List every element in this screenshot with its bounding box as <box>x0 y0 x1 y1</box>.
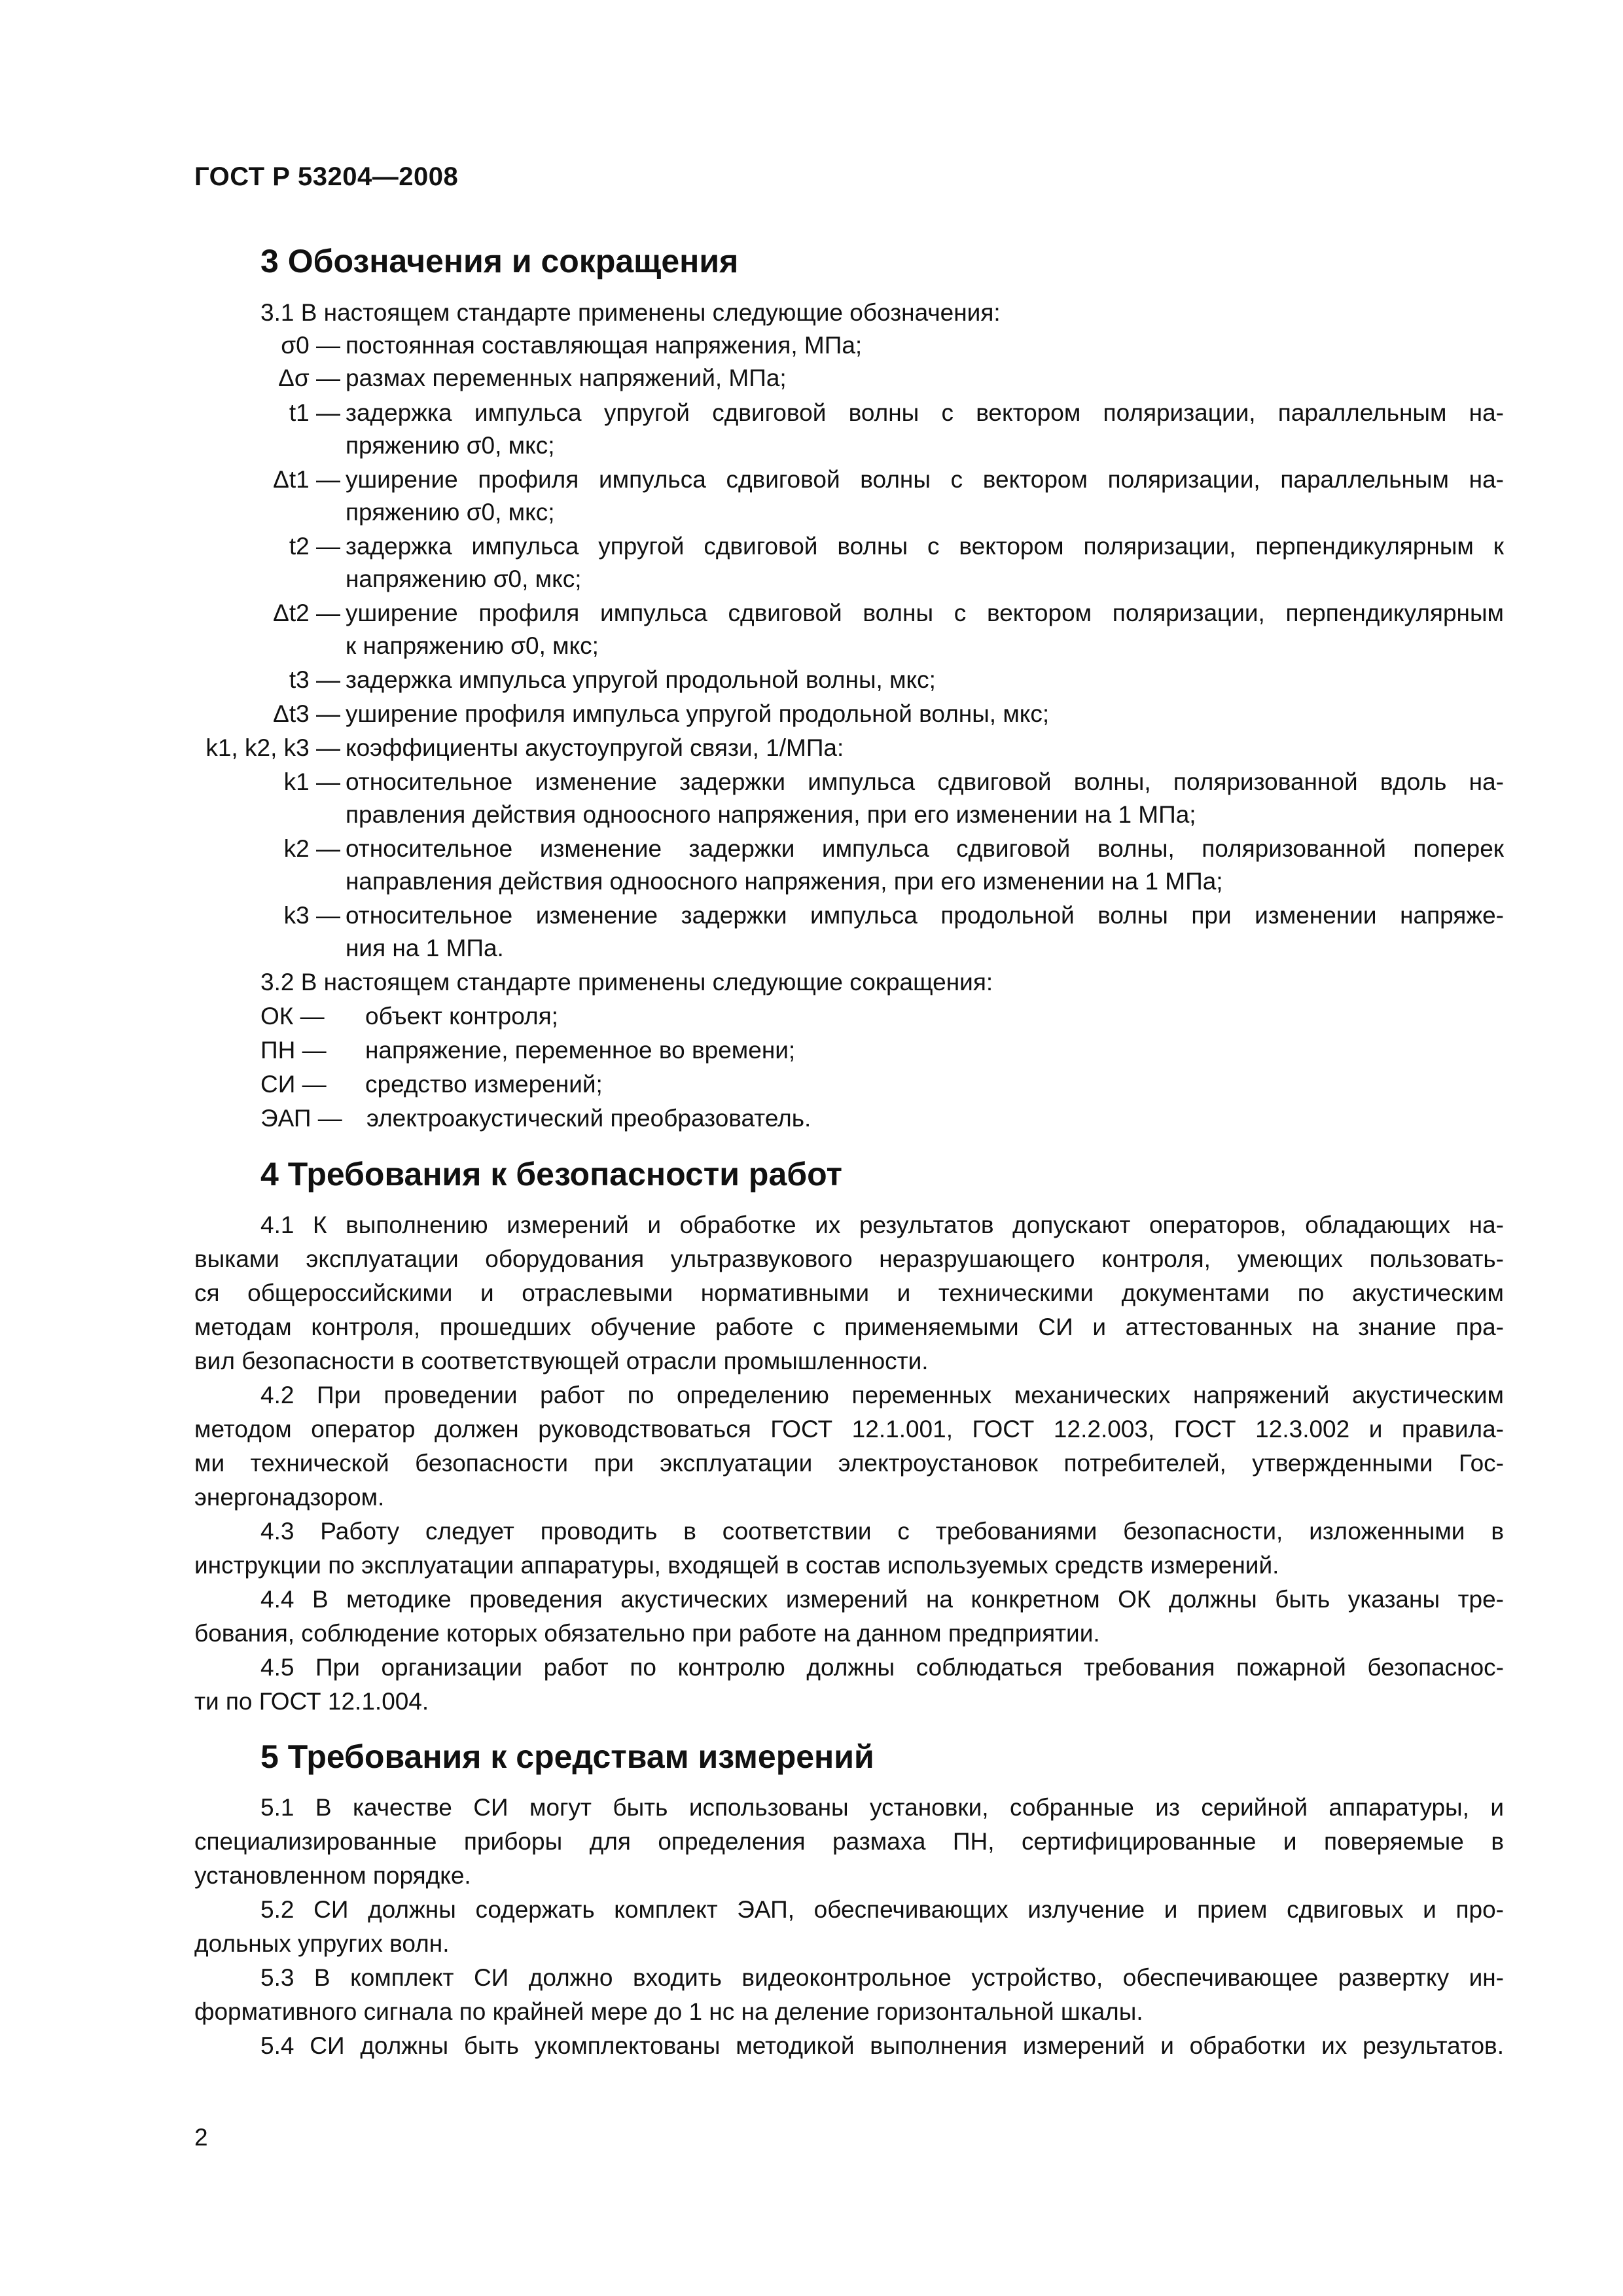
definition-k1-line1: относительное изменение задержки импульса сдвиговой волны, поляризованной вдоль на- <box>346 768 1504 795</box>
para-5-3-line1: 5.3 В комплект СИ должно входить видеоконтрольное устройство, обеспечивающее развертку ин- <box>260 1964 1504 1991</box>
para-5-4-line1: 5.4 СИ должны быть укомплектованы методикой выполнения измерений и обработки их результатов. <box>260 2032 1504 2059</box>
para-4-4-line2: бования, соблюдение которых обязательно при работе на данном предприятии. <box>194 1620 1100 1647</box>
para-4-1-line2: выками эксплуатации оборудования ультразвукового неразрушающего контроля, умеющих пользовать- <box>194 1246 1504 1272</box>
symbol-delta-t3: Δt3 — <box>273 700 340 727</box>
para-4-1-line1: 4.1 К выполнению измерений и обработке их результатов допускают операторов, обладающих на- <box>260 1211 1504 1238</box>
definition-delta-t3: уширение профиля импульса упругой продольной волны, мкс; <box>346 700 1050 727</box>
section-3-1-intro: 3.1 В настоящем стандарте применены следующие обозначения: <box>260 299 1001 326</box>
definition-k3-line2: ния на 1 МПа. <box>346 935 504 961</box>
symbol-t2: t2 — <box>289 533 340 560</box>
para-5-2-line1: 5.2 СИ должны содержать комплект ЭАП, обеспечивающих излучение и прием сдвиговых и про- <box>260 1896 1504 1923</box>
para-5-3-line2: формативного сигнала по крайней мере до 1 нс на деление горизонтальной шкалы. <box>194 1998 1143 2025</box>
para-5-1-line2: специализированные приборы для определения размаха ПН, сертифицированные и поверяемые в <box>194 1828 1504 1855</box>
definition-k2-line2: направления действия одноосного напряжения, при его изменении на 1 МПа; <box>346 868 1223 895</box>
section-3-heading: 3 Обозначения и сокращения <box>260 243 739 279</box>
abbr-si: СИ — <box>260 1071 327 1098</box>
para-4-3-line1: 4.3 Работу следует проводить в соответствии с требованиями безопасности, изложенными в <box>260 1518 1504 1545</box>
para-4-1-line3: ся общероссийскими и отраслевыми нормативными и техническими документами по акустическим <box>194 1280 1504 1306</box>
definition-delta-sigma: размах переменных напряжений, МПа; <box>346 365 787 391</box>
section-4-heading: 4 Требования к безопасности работ <box>260 1156 842 1193</box>
abbr-si-meaning: средство измерений; <box>365 1071 603 1098</box>
definition-k2-line1: относительное изменение задержки импульса сдвиговой волны, поляризованной поперек <box>346 835 1504 862</box>
symbol-k3: k3 — <box>283 902 340 929</box>
definition-delta-t1-line1: уширение профиля импульса сдвиговой волны с вектором поляризации, параллельным на- <box>346 466 1504 493</box>
symbol-delta-t2: Δt2 — <box>273 600 340 626</box>
symbol-delta-sigma: Δσ — <box>278 365 340 391</box>
symbol-k1-k2-k3: k1, k2, k3 — <box>205 734 340 761</box>
para-5-2-line2: дольных упругих волн. <box>194 1930 450 1957</box>
para-4-4-line1: 4.4 В методике проведения акустических измерений на конкретном ОК должны быть указаны тре- <box>260 1586 1504 1613</box>
para-4-1-line5: вил безопасности в соответствующей отрасли промышленности. <box>194 1348 929 1374</box>
definition-t1-line2: пряжению σ0, мкс; <box>346 432 555 459</box>
definition-k3-line1: относительное изменение задержки импульса продольной волны при изменении напряже- <box>346 902 1504 929</box>
symbol-t1: t1 — <box>289 399 340 426</box>
symbol-k1: k1 — <box>283 768 340 795</box>
definition-delta-t2-line2: к напряжению σ0, мкс; <box>346 632 599 659</box>
abbr-ok: ОК — <box>260 1003 325 1030</box>
abbr-pn: ПН — <box>260 1037 327 1064</box>
symbol-k2: k2 — <box>283 835 340 862</box>
section-5-heading: 5 Требования к средствам измерений <box>260 1738 874 1775</box>
definition-t3: задержка импульса упругой продольной волны, мкс; <box>346 666 936 693</box>
para-4-2-line3: ми технической безопасности при эксплуатации электроустановок потребителей, утвержденными Гос- <box>194 1450 1504 1477</box>
definition-k1-line2: правления действия одноосного напряжения, при его изменении на 1 МПа; <box>346 801 1196 828</box>
para-4-2-line2: методом оператор должен руководствоваться ГОСТ 12.1.001, ГОСТ 12.2.003, ГОСТ 12.3.002 и правила- <box>194 1416 1504 1443</box>
para-4-3-line2: инструкции по эксплуатации аппаратуры, входящей в состав используемых средств измерений. <box>194 1552 1279 1579</box>
definition-sigma0: постоянная составляющая напряжения, МПа; <box>346 332 863 359</box>
para-5-1-line1: 5.1 В качестве СИ могут быть использованы установки, собранные из серийной аппаратуры, и <box>260 1794 1504 1821</box>
definition-t2-line2: напряжению σ0, мкс; <box>346 565 582 592</box>
para-4-5-line1: 4.5 При организации работ по контролю должны соблюдаться требования пожарной безопаснос- <box>260 1654 1504 1681</box>
definition-k1-k2-k3: коэффициенты акустоупругой связи, 1/МПа: <box>346 734 844 761</box>
page-number: 2 <box>194 2124 208 2151</box>
definition-delta-t1-line2: пряжению σ0, мкс; <box>346 499 555 526</box>
para-4-2-line4: энергонадзором. <box>194 1484 385 1511</box>
abbr-eap-meaning: электроакустический преобразователь. <box>366 1105 812 1132</box>
para-4-2-line1: 4.2 При проведении работ по определению переменных механических напряжений акустическим <box>260 1382 1504 1408</box>
abbr-ok-meaning: объект контроля; <box>365 1003 558 1030</box>
section-3-2-intro: 3.2 В настоящем стандарте применены следующие сокращения: <box>260 969 993 996</box>
definition-t1-line1: задержка импульса упругой сдвиговой волны с вектором поляризации, параллельным на- <box>346 399 1504 426</box>
abbr-eap: ЭАП — <box>260 1105 342 1132</box>
para-5-1-line3: установленном порядке. <box>194 1862 471 1889</box>
symbol-delta-t1: Δt1 — <box>273 466 340 493</box>
para-4-5-line2: ти по ГОСТ 12.1.004. <box>194 1688 429 1715</box>
document-code: ГОСТ Р 53204—2008 <box>194 162 459 191</box>
para-4-1-line4: методам контроля, прошедших обучение работе с применяемыми СИ и аттестованных на знание пра- <box>194 1314 1504 1340</box>
definition-delta-t2-line1: уширение профиля импульса сдвиговой волны с вектором поляризации, перпендикулярным <box>346 600 1504 626</box>
definition-t2-line1: задержка импульса упругой сдвиговой волны с вектором поляризации, перпендикулярным к <box>346 533 1504 560</box>
abbr-pn-meaning: напряжение, переменное во времени; <box>365 1037 796 1064</box>
symbol-sigma0: σ0 — <box>281 332 340 359</box>
symbol-t3: t3 — <box>289 666 340 693</box>
